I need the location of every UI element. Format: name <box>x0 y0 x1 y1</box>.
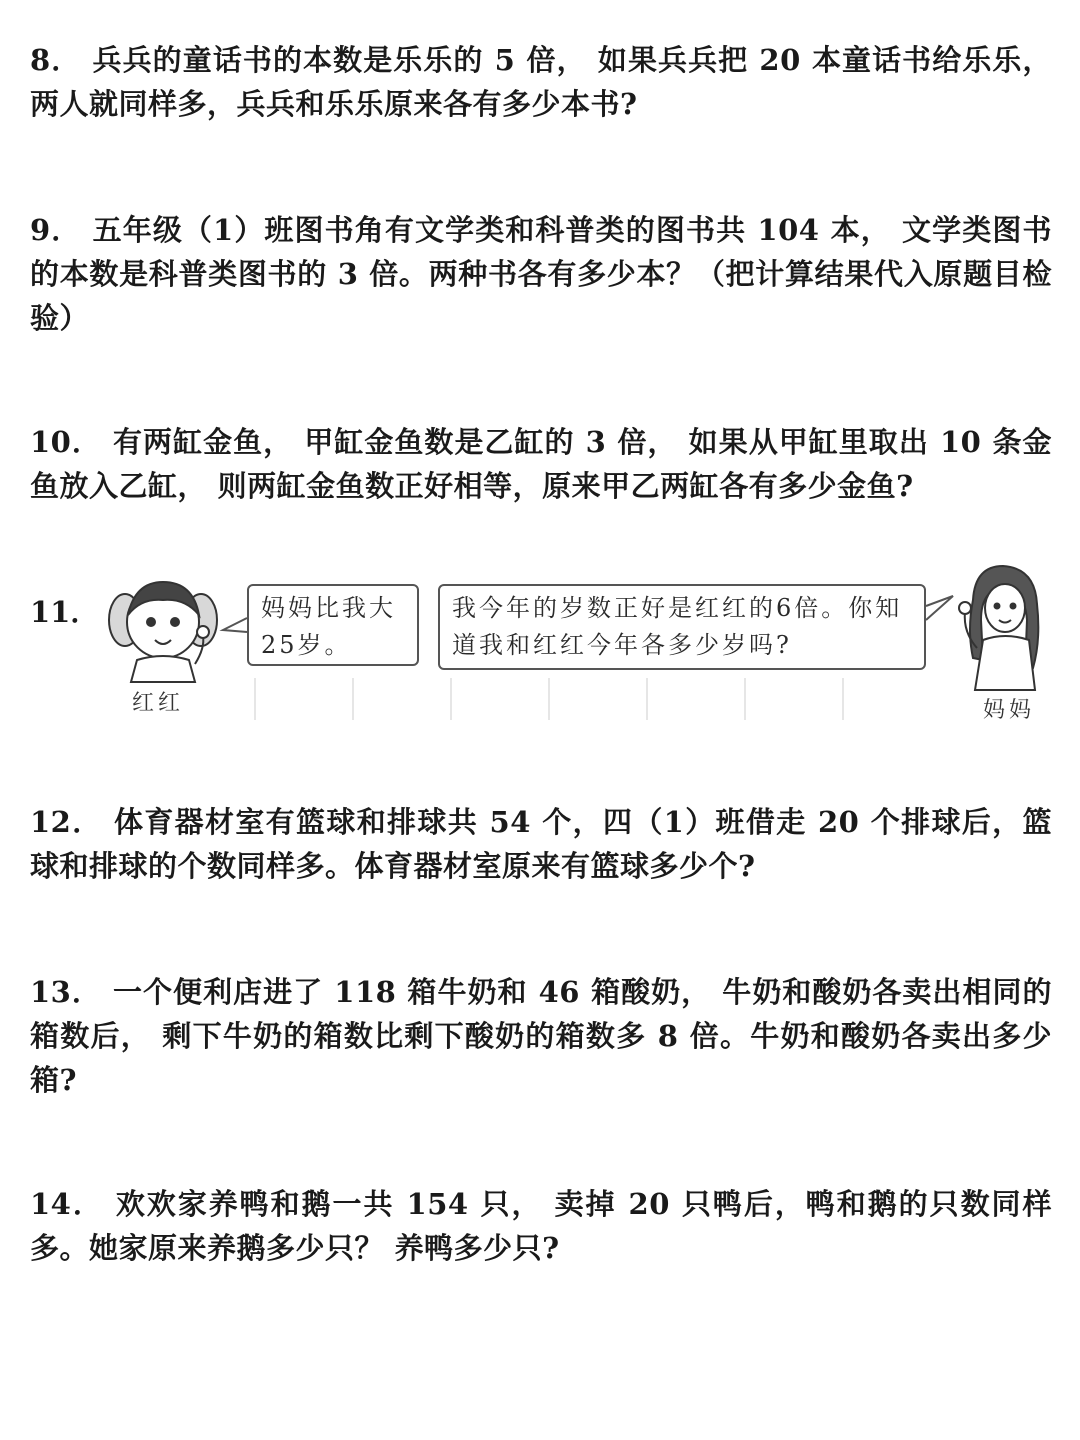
problem-10: 10． 有两缸金鱼， 甲缸金鱼数是乙缸的 3 倍， 如果从甲缸里取出 10 条金鱼放入乙缸， 则两缸金鱼数正好相等，原来甲乙两缸各有多少金鱼? <box>30 425 1052 503</box>
honghong-caption: 红红 <box>132 691 185 716</box>
problem-13: 13． 一个便利店进了 118 箱牛奶和 46 箱酸奶， 牛奶和酸奶各卖出相同的箱数后， 剩下牛奶的箱数比剩下酸奶的箱数多 8 倍。牛奶和酸奶各卖出多少箱? <box>30 975 1052 1097</box>
problem-14: 14． 欢欢家养鸭和鹅一共 154 只， 卖掉 20 只鸭后，鸭和鹅的只数同样多。她家原来养鹅多少只？ 养鸭多少只? <box>30 1187 1052 1265</box>
mother-figure <box>959 566 1038 690</box>
problem-12: 12． 体育器材室有篮球和排球共 54 个，四（1）班借走 20 个排球后，篮球和排球的个数同样多。体育器材室原来有篮球多少个? <box>30 805 1052 883</box>
honghong-speech-bubble: 妈妈比我大25岁。 <box>247 584 419 666</box>
mother-caption: 妈妈 <box>983 698 1036 723</box>
problem-11-illustration <box>95 560 1055 730</box>
mother-speech-bubble: 我今年的岁数正好是红红的6倍。你知道我和红红今年各多少岁吗? <box>438 584 926 670</box>
problem-8: 8． 兵兵的童话书的本数是乐乐的 5 倍， 如果兵兵把 20 本童话书给乐乐， 两人就同样多，兵兵和乐乐原来各有多少本书? <box>30 43 1052 121</box>
problem-9: 9． 五年级（1）班图书角有文学类和科普类的图书共 104 本， 文学类图书的本数是科普类图书的 3 倍。两种书各有多少本？（把计算结果代入原题目检验） <box>30 213 1052 335</box>
problem-11-number: 11． <box>30 595 100 629</box>
girl-honghong-figure <box>109 582 217 682</box>
